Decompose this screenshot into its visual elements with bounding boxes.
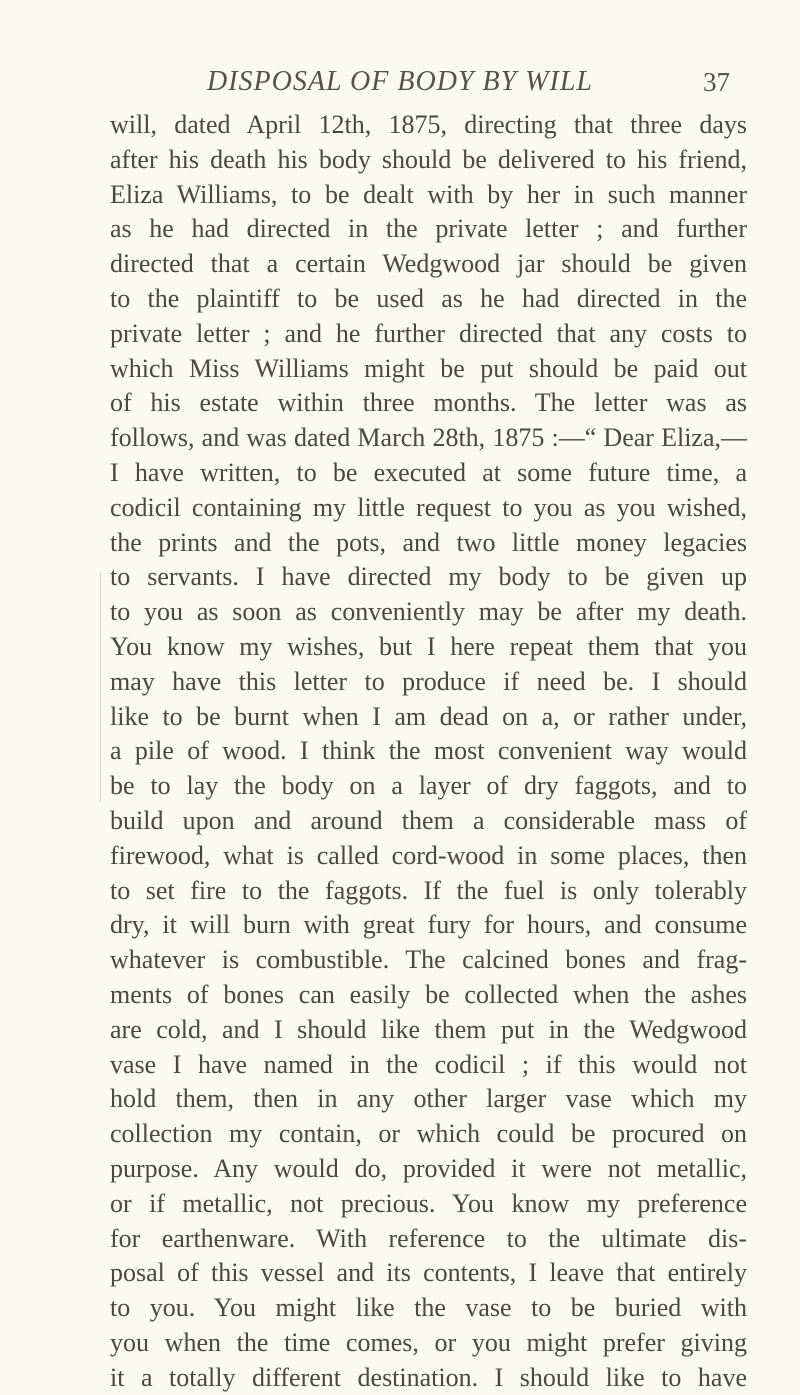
- text-line: which Miss Williams might be put should be paid out: [110, 353, 747, 383]
- text-line: the prints and the pots, and two little money legacies: [110, 527, 747, 557]
- text-line: You know my wishes, but I here repeat them that you: [110, 631, 747, 661]
- text-line: vase I have named in the codicil ; if this would not: [110, 1049, 747, 1079]
- text-line: like to be burnt when I am dead on a, or rather under,: [110, 701, 747, 731]
- text-line: whatever is combustible. The calcined bones and frag-: [110, 945, 747, 975]
- text-line: to the plaintiff to be used as he had directed in the: [110, 283, 747, 313]
- text-line: a pile of wood. I think the most convenient way would: [110, 736, 747, 766]
- text-line: hold them, then in any other larger vase which my: [110, 1084, 747, 1114]
- text-line: of his estate within three months. The letter was as: [110, 388, 747, 418]
- text-line: posal of this vessel and its contents, I leave that entirely: [110, 1258, 747, 1288]
- page-number: 37: [703, 67, 730, 97]
- text-line: to set fire to the faggots. If the fuel is only tolerably: [110, 875, 747, 905]
- text-line: after his death his body should be delivered to his friend,: [110, 144, 747, 174]
- body-text: [110, 108, 747, 1395]
- running-head: [0, 62, 800, 102]
- text-line: you when the time comes, or you might prefer giving: [110, 1327, 747, 1357]
- text-line: may have this letter to produce if need be. I should: [110, 666, 747, 696]
- text-line: collection my contain, or which could be procured on: [110, 1119, 747, 1149]
- gutter-shadow: [100, 572, 101, 802]
- text-line: as he had directed in the private letter ; and further: [110, 214, 747, 244]
- text-line: follows, and was dated March 28th, 1875 :—“ Dear Eliza,—: [110, 423, 747, 453]
- text-line: build upon and around them a considerable mass of: [110, 805, 747, 835]
- text-line: purpose. Any would do, provided it were not metallic,: [110, 1153, 747, 1183]
- text-line: or if metallic, not precious. You know my preference: [110, 1188, 747, 1218]
- text-line: directed that a certain Wedgwood jar should be given: [110, 249, 747, 279]
- text-line: for earthenware. With reference to the ultimate dis-: [110, 1223, 747, 1253]
- running-title: DISPOSAL OF BODY BY WILL: [207, 66, 593, 97]
- text-line: be to lay the body on a layer of dry faggots, and to: [110, 771, 747, 801]
- text-line: will, dated April 12th, 1875, directing that three days: [110, 110, 747, 139]
- text-line: to you. You might like the vase to be buried with: [110, 1293, 747, 1323]
- text-line: to servants. I have directed my body to be given up: [110, 562, 747, 592]
- text-line: codicil containing my little request to you as you wished,: [110, 492, 747, 522]
- text-line: are cold, and I should like them put in the Wedgwood: [110, 1014, 747, 1044]
- text-line: ments of bones can easily be collected when the ashes: [110, 979, 747, 1009]
- text-line: Eliza Williams, to be dealt with by her in such manner: [110, 179, 747, 209]
- text-line: private letter ; and he further directed that any costs to: [110, 318, 747, 348]
- text-line: dry, it will burn with great fury for hours, and consume: [110, 910, 747, 940]
- text-line: firewood, what is called cord-wood in some places, then: [110, 840, 747, 870]
- text-line: I have written, to be executed at some future time, a: [110, 457, 747, 487]
- text-line: it a totally different destination. I should like to have: [110, 1362, 747, 1392]
- text-line: to you as soon as conveniently may be after my death.: [110, 597, 747, 627]
